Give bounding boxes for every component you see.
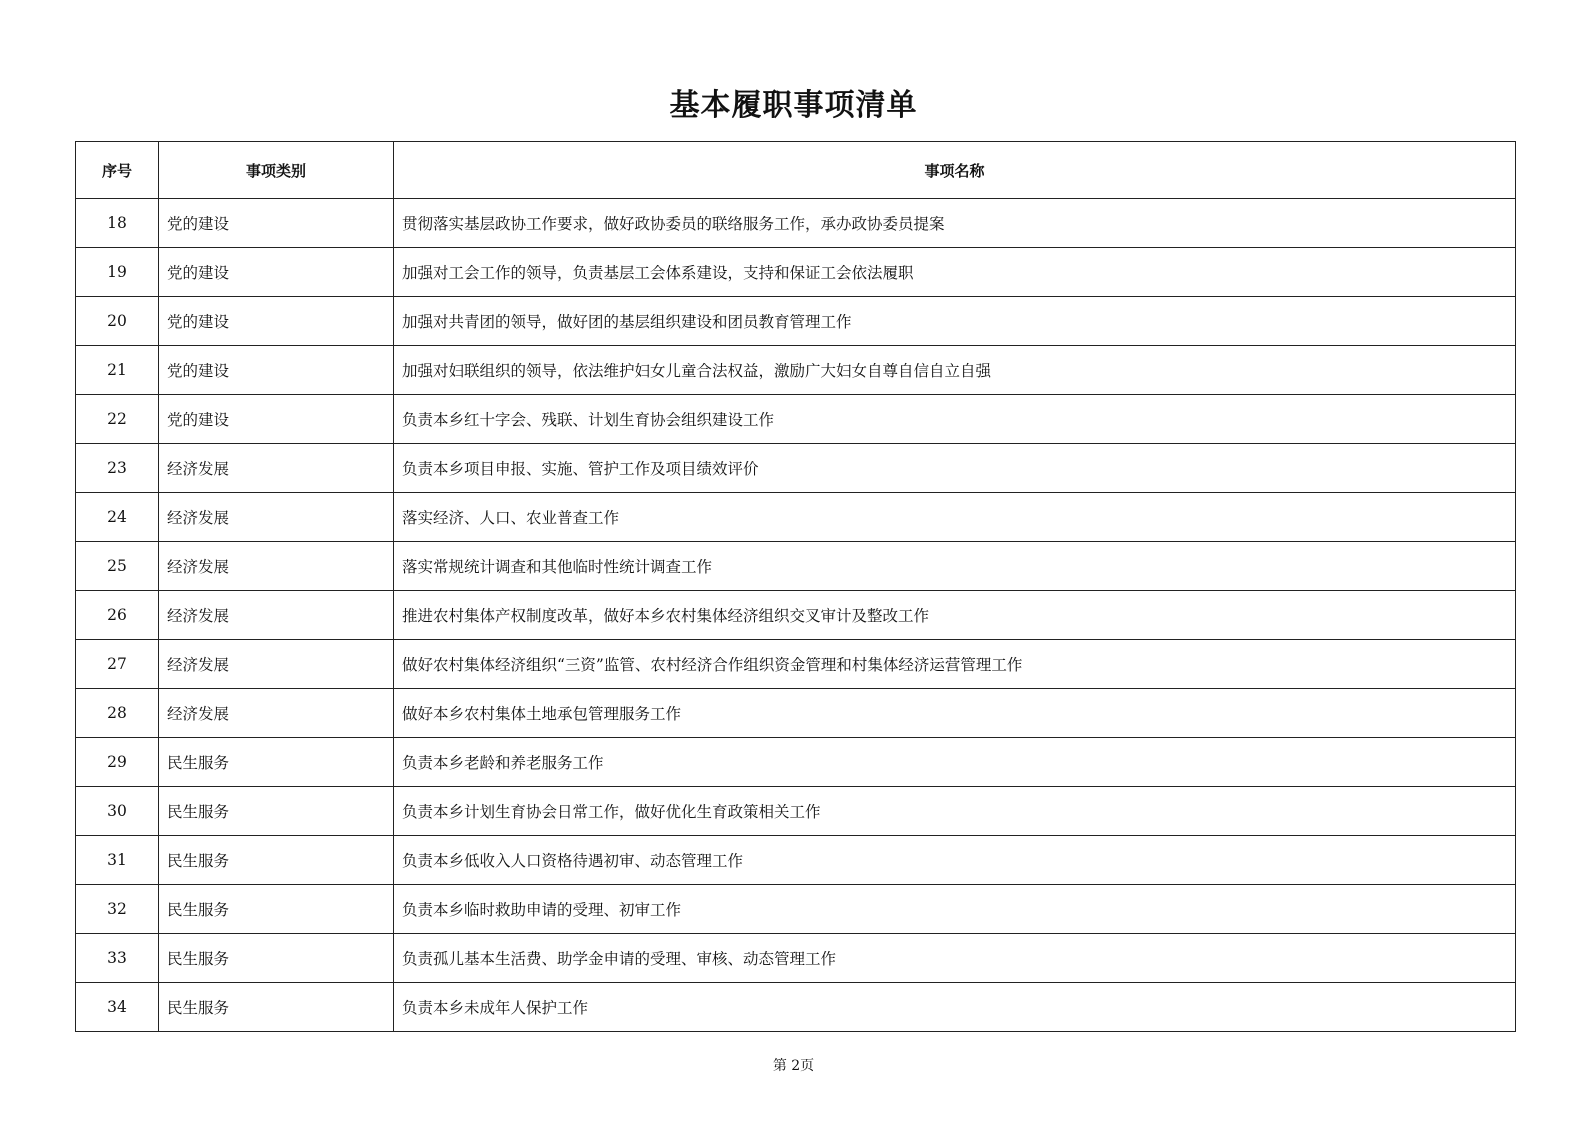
cell-no: 32 [76,885,159,934]
table-row [76,836,1516,885]
cell-category: 经济发展 [159,591,394,640]
cell-category: 党的建设 [159,199,394,248]
header-name: 事项名称 [394,142,1516,199]
cell-no: 21 [76,346,159,395]
cell-name: 负责孤儿基本生活费、助学金申请的受理、审核、动态管理工作 [394,934,1516,983]
cell-no: 30 [76,787,159,836]
cell-no: 29 [76,738,159,787]
cell-category: 经济发展 [159,640,394,689]
cell-category: 党的建设 [159,395,394,444]
cell-name: 做好本乡农村集体土地承包管理服务工作 [394,689,1516,738]
cell-category: 经济发展 [159,542,394,591]
cell-no: 26 [76,591,159,640]
page-number: 第 2页 [772,1058,815,1074]
cell-no: 27 [76,640,159,689]
table-row [76,983,1516,1032]
cell-category: 党的建设 [159,297,394,346]
cell-category: 民生服务 [159,885,394,934]
cell-category: 民生服务 [159,787,394,836]
cell-name: 落实经济、人口、农业普查工作 [394,493,1516,542]
table-row [76,934,1516,983]
table-row [76,493,1516,542]
cell-name: 负责本乡低收入人口资格待遇初审、动态管理工作 [394,836,1516,885]
table-row [76,787,1516,836]
cell-no: 31 [76,836,159,885]
table-row [76,542,1516,591]
cell-no: 24 [76,493,159,542]
cell-no: 23 [76,444,159,493]
cell-category: 经济发展 [159,493,394,542]
table-row [76,885,1516,934]
cell-name: 推进农村集体产权制度改革，做好本乡农村集体经济组织交叉审计及整改工作 [394,591,1516,640]
table-row [76,689,1516,738]
table-row [76,297,1516,346]
cell-category: 民生服务 [159,836,394,885]
cell-category: 经济发展 [159,689,394,738]
table-row [76,738,1516,787]
page-title: 基本履职事项清单 [669,88,918,123]
cell-category: 民生服务 [159,934,394,983]
cell-category: 民生服务 [159,738,394,787]
cell-name: 加强对妇联组织的领导，依法维护妇女儿童合法权益，激励广大妇女自尊自信自立自强 [394,346,1516,395]
cell-category: 党的建设 [159,346,394,395]
cell-name: 加强对共青团的领导，做好团的基层组织建设和团员教育管理工作 [394,297,1516,346]
cell-category: 党的建设 [159,248,394,297]
cell-no: 19 [76,248,159,297]
header-no: 序号 [76,142,159,199]
table-row [76,640,1516,689]
cell-name: 负责本乡项目申报、实施、管护工作及项目绩效评价 [394,444,1516,493]
cell-name: 负责本乡老龄和养老服务工作 [394,738,1516,787]
table-row [76,444,1516,493]
cell-category: 民生服务 [159,983,394,1032]
table-row [76,199,1516,248]
table-row [76,395,1516,444]
cell-no: 25 [76,542,159,591]
cell-name: 贯彻落实基层政协工作要求，做好政协委员的联络服务工作，承办政协委员提案 [394,199,1516,248]
cell-no: 20 [76,297,159,346]
cell-name: 负责本乡计划生育协会日常工作，做好优化生育政策相关工作 [394,787,1516,836]
cell-no: 18 [76,199,159,248]
table-row [76,248,1516,297]
table-row [76,591,1516,640]
cell-no: 22 [76,395,159,444]
cell-no: 28 [76,689,159,738]
cell-name: 负责本乡红十字会、残联、计划生育协会组织建设工作 [394,395,1516,444]
cell-no: 34 [76,983,159,1032]
cell-name: 落实常规统计调查和其他临时性统计调查工作 [394,542,1516,591]
cell-no: 33 [76,934,159,983]
cell-name: 做好农村集体经济组织“三资”监管、农村经济合作组织资金管理和村集体经济运营管理工作 [394,640,1516,689]
table-row [76,346,1516,395]
table-header-row [76,142,1516,199]
header-category: 事项类别 [159,142,394,199]
cell-name: 负责本乡未成年人保护工作 [394,983,1516,1032]
cell-category: 经济发展 [159,444,394,493]
duty-list-table [75,141,1516,1032]
cell-name: 负责本乡临时救助申请的受理、初审工作 [394,885,1516,934]
cell-name: 加强对工会工作的领导，负责基层工会体系建设，支持和保证工会依法履职 [394,248,1516,297]
